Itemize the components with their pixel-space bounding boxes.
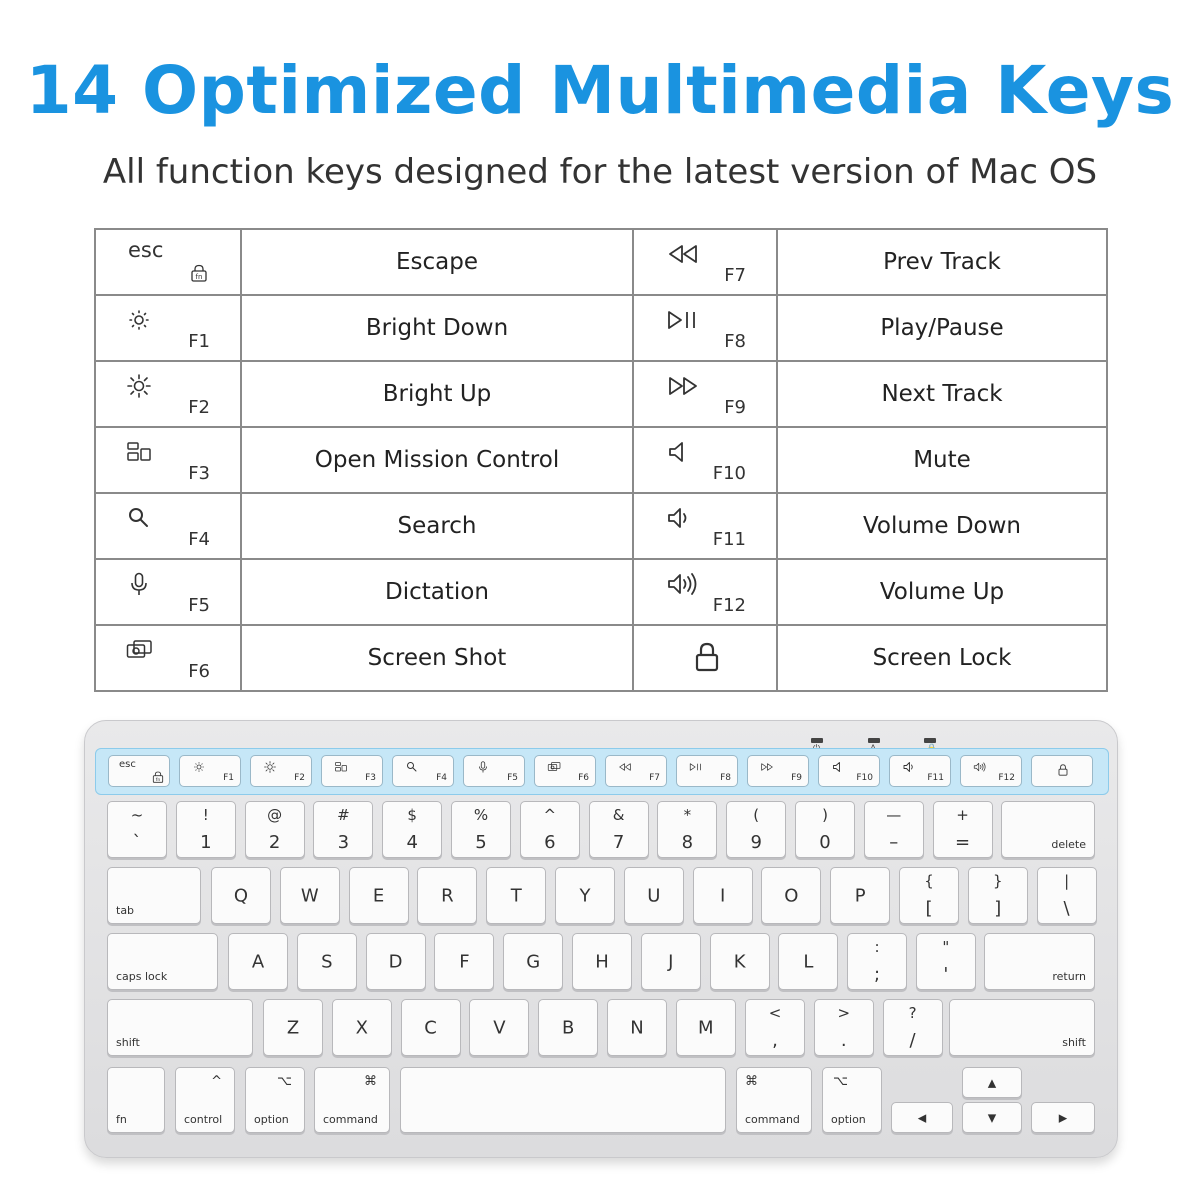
key-label: F8 xyxy=(724,331,746,352)
play-pause-icon xyxy=(666,308,700,332)
key-cell xyxy=(95,295,241,361)
key-=[interactable] xyxy=(933,801,993,858)
key-cell xyxy=(95,361,241,427)
page-title: 14 Optimized Multimedia Keys xyxy=(25,52,1175,129)
keyboard xyxy=(84,720,1118,1158)
key-char: R xyxy=(441,885,454,906)
key-i[interactable] xyxy=(693,867,753,924)
key-description: Screen Shot xyxy=(241,625,633,691)
key-2[interactable] xyxy=(245,801,305,858)
key-b[interactable] xyxy=(538,999,598,1056)
indicator-light xyxy=(924,738,936,743)
key-char: . xyxy=(840,1030,847,1051)
key-cell xyxy=(633,427,777,493)
key-cell xyxy=(95,625,241,691)
key-description: Search xyxy=(241,493,633,559)
key-bracket[interactable] xyxy=(968,867,1028,924)
key-label: shift xyxy=(1062,1036,1086,1049)
key-char: O xyxy=(784,885,799,906)
key-shift-char: ^ xyxy=(543,806,557,824)
key-description: Screen Lock xyxy=(777,625,1107,691)
key-char: W xyxy=(300,885,319,906)
key-label: caps lock xyxy=(116,970,168,983)
key-7[interactable] xyxy=(589,801,649,858)
key-label: command xyxy=(323,1113,378,1126)
fn-key[interactable] xyxy=(108,755,170,787)
key-cell xyxy=(633,361,777,427)
key-char: ] xyxy=(994,898,1002,919)
key-char: 2 xyxy=(268,832,281,853)
key-label: F4 xyxy=(188,529,210,550)
key-punct[interactable] xyxy=(883,999,943,1056)
key-4[interactable] xyxy=(382,801,442,858)
left-shift-key[interactable] xyxy=(107,999,253,1056)
right-command-key[interactable] xyxy=(736,1067,812,1133)
key-label: F9 xyxy=(791,773,802,783)
key-char: [ xyxy=(925,898,933,919)
key-description: Next Track xyxy=(777,361,1107,427)
key-char: H xyxy=(595,951,609,972)
key-shift-char: + xyxy=(956,806,969,824)
key-label: F12 xyxy=(712,595,746,616)
key-shift-char: ? xyxy=(908,1004,917,1022)
key-description: Play/Pause xyxy=(777,295,1107,361)
microphone-icon xyxy=(126,572,152,596)
space-bar[interactable] xyxy=(400,1067,726,1133)
esc-key-label: esc xyxy=(128,238,164,262)
mission-control-icon xyxy=(334,761,348,773)
key-shift-char: ) xyxy=(822,806,828,824)
key-char: 5 xyxy=(475,832,487,853)
key-punct[interactable] xyxy=(745,999,805,1056)
key-9[interactable] xyxy=(726,801,786,858)
fn-key[interactable] xyxy=(179,755,241,787)
key-label: delete xyxy=(1051,838,1086,851)
key-5[interactable] xyxy=(451,801,511,858)
key-char: ' xyxy=(943,964,949,985)
table-row xyxy=(95,295,1107,361)
key-label: option xyxy=(831,1113,866,1126)
key-shift-char: < xyxy=(768,1004,782,1022)
down-arrow-icon: ▼ xyxy=(987,1111,997,1124)
key-cell xyxy=(95,229,241,295)
fn-lock-icon xyxy=(152,771,164,783)
right-shift-key[interactable] xyxy=(949,999,1095,1056)
key-char: A xyxy=(251,951,265,972)
key-k[interactable] xyxy=(710,933,770,990)
volume-down-icon xyxy=(902,761,916,773)
delete-key[interactable] xyxy=(1001,801,1095,858)
key-w[interactable] xyxy=(280,867,340,924)
key-description: Prev Track xyxy=(777,229,1107,295)
key-label: F3 xyxy=(365,773,376,783)
key-label: F11 xyxy=(927,773,944,783)
key-shift-char: ~ xyxy=(130,806,144,824)
key-description: Dictation xyxy=(241,559,633,625)
key-description: Bright Down xyxy=(241,295,633,361)
key-1[interactable] xyxy=(176,801,236,858)
svg-text:fn: fn xyxy=(195,273,203,281)
key-char: J xyxy=(668,951,674,972)
table-row xyxy=(95,229,1107,295)
key-char: 1 xyxy=(200,832,212,853)
key-char: ` xyxy=(132,832,142,853)
rewind-icon xyxy=(618,761,632,773)
key-char: 9 xyxy=(750,832,762,853)
control-symbol: ^ xyxy=(211,1074,222,1089)
key-label: F3 xyxy=(188,463,210,484)
rewind-icon xyxy=(666,242,700,266)
key-6[interactable] xyxy=(520,801,580,858)
esc-key-label: esc xyxy=(119,759,136,770)
key-label: control xyxy=(184,1113,223,1126)
key-description: Open Mission Control xyxy=(241,427,633,493)
key-j[interactable] xyxy=(641,933,701,990)
key-n[interactable] xyxy=(607,999,667,1056)
key-char: L xyxy=(803,951,814,972)
key-label: F2 xyxy=(188,397,210,418)
key-m[interactable] xyxy=(676,999,736,1056)
key-description: Bright Up xyxy=(241,361,633,427)
key-label: return xyxy=(1052,970,1086,983)
key-z[interactable] xyxy=(263,999,323,1056)
key-shift-char: * xyxy=(683,806,692,824)
mute-icon xyxy=(831,761,845,773)
table-row xyxy=(95,493,1107,559)
key-punct[interactable] xyxy=(916,933,976,990)
down-arrow-key[interactable] xyxy=(962,1102,1022,1133)
key-label: tab xyxy=(116,904,135,917)
key-label: F10 xyxy=(712,463,746,484)
key-label: F7 xyxy=(724,265,746,286)
key-p[interactable] xyxy=(830,867,890,924)
caps-lock-key[interactable] xyxy=(107,933,218,990)
key-shift-char: @ xyxy=(267,806,283,824)
key-shift-char: $ xyxy=(407,806,417,824)
key-description: Volume Up xyxy=(777,559,1107,625)
function-key-row xyxy=(95,748,1109,795)
search-icon xyxy=(126,506,152,530)
right-arrow-key[interactable] xyxy=(1031,1102,1095,1133)
right-option-key[interactable] xyxy=(822,1067,882,1133)
key-description: Escape xyxy=(241,229,633,295)
page-subtitle: All function keys designed for the latest version of Mac OS xyxy=(102,152,1098,192)
key-char: \ xyxy=(1063,898,1070,919)
key-s[interactable] xyxy=(297,933,357,990)
key-char: / xyxy=(909,1030,916,1051)
fn-key[interactable] xyxy=(747,755,809,787)
key-shift-char: | xyxy=(1064,872,1070,890)
up-arrow-key[interactable] xyxy=(962,1067,1022,1098)
key-char: E xyxy=(372,885,385,906)
key-h[interactable] xyxy=(572,933,632,990)
key-label: F4 xyxy=(436,773,447,783)
key-label: F1 xyxy=(188,331,210,352)
option-key[interactable] xyxy=(245,1067,305,1133)
key-punct[interactable] xyxy=(814,999,874,1056)
play-pause-icon xyxy=(689,761,703,773)
key-char: S xyxy=(321,951,333,972)
key-shift-char: ! xyxy=(202,806,209,824)
key-o[interactable] xyxy=(761,867,821,924)
key-char: – xyxy=(889,832,899,853)
up-arrow-icon: ▲ xyxy=(987,1076,997,1089)
key-shift-char: " xyxy=(942,938,950,956)
key-description: Volume Down xyxy=(777,493,1107,559)
key-label: F6 xyxy=(188,661,210,682)
search-icon xyxy=(405,761,419,773)
key-label: F1 xyxy=(223,773,234,783)
key-char: K xyxy=(733,951,746,972)
fn-key[interactable] xyxy=(250,755,312,787)
option-symbol: ⌥ xyxy=(833,1074,848,1089)
function-key-table xyxy=(94,228,1108,692)
right-arrow-icon: ▶ xyxy=(1058,1111,1068,1124)
command-key[interactable] xyxy=(314,1067,390,1133)
key-`[interactable] xyxy=(107,801,167,858)
key-label: F9 xyxy=(724,397,746,418)
key-char: 4 xyxy=(406,832,418,853)
key-shift-char: } xyxy=(993,872,1003,890)
fast-forward-icon xyxy=(666,374,700,398)
key-a[interactable] xyxy=(228,933,288,990)
key-3[interactable] xyxy=(313,801,373,858)
key-char: D xyxy=(388,951,403,972)
key-char: P xyxy=(854,885,866,906)
fn-key[interactable] xyxy=(463,755,525,787)
table-row xyxy=(95,361,1107,427)
key-char: V xyxy=(493,1017,506,1038)
key-char: C xyxy=(424,1017,437,1038)
brightness-up-icon xyxy=(126,374,152,398)
microphone-icon xyxy=(476,761,490,773)
key-char: M xyxy=(698,1017,714,1038)
key-label: fn xyxy=(116,1113,127,1126)
brightness-down-icon xyxy=(126,308,152,332)
key-char: F xyxy=(459,951,470,972)
fn-key[interactable] xyxy=(534,755,596,787)
key-label: F12 xyxy=(998,773,1015,783)
fn-key[interactable] xyxy=(392,755,454,787)
key-char: , xyxy=(772,1030,778,1051)
lock-icon xyxy=(1056,764,1068,778)
key-bracket[interactable] xyxy=(899,867,959,924)
brightness-up-icon xyxy=(263,761,277,773)
tab-key[interactable] xyxy=(107,867,201,924)
key-q[interactable] xyxy=(211,867,271,924)
key-description: Mute xyxy=(777,427,1107,493)
left-arrow-key[interactable] xyxy=(891,1102,953,1133)
key-cell xyxy=(633,493,777,559)
key-cell xyxy=(633,295,777,361)
key-label: F2 xyxy=(294,773,305,783)
key-cell xyxy=(95,493,241,559)
key-char: Q xyxy=(233,885,249,906)
screenshot-icon xyxy=(547,761,561,773)
key-label: F8 xyxy=(720,773,731,783)
indicator-light xyxy=(868,738,880,743)
key-label: F11 xyxy=(712,529,746,550)
key-u[interactable] xyxy=(624,867,684,924)
key-punct[interactable] xyxy=(847,933,907,990)
key-shift-char: > xyxy=(837,1004,851,1022)
key-v[interactable] xyxy=(469,999,529,1056)
volume-up-icon xyxy=(973,761,987,773)
key-char: 7 xyxy=(612,832,625,853)
key-char: 3 xyxy=(337,832,350,853)
key-char: = xyxy=(955,832,971,853)
key-char: I xyxy=(719,885,726,906)
fn-key[interactable] xyxy=(1031,755,1093,787)
key-char: G xyxy=(526,951,541,972)
indicator-light xyxy=(811,738,823,743)
key-char: U xyxy=(647,885,661,906)
fn-key[interactable] xyxy=(818,755,880,787)
table-row xyxy=(95,427,1107,493)
volume-up-icon xyxy=(666,572,700,596)
fn-lock-icon xyxy=(190,264,208,282)
key-e[interactable] xyxy=(349,867,409,924)
key-label: F5 xyxy=(188,595,210,616)
key-y[interactable] xyxy=(555,867,615,924)
key-shift-char: { xyxy=(924,872,934,890)
table-row xyxy=(95,625,1107,691)
key-label: command xyxy=(745,1113,800,1126)
mission-control-icon xyxy=(126,440,152,464)
key-char: Z xyxy=(286,1017,300,1038)
key-cell xyxy=(633,559,777,625)
key-label: F5 xyxy=(507,773,518,783)
brightness-down-icon xyxy=(192,761,206,773)
mute-icon xyxy=(666,440,692,464)
key-–[interactable] xyxy=(864,801,924,858)
control-key[interactable] xyxy=(175,1067,235,1133)
key-char: Y xyxy=(579,885,591,906)
key-label: F10 xyxy=(856,773,873,783)
key-char: B xyxy=(562,1017,575,1038)
key-char: N xyxy=(630,1017,644,1038)
key-label: F7 xyxy=(649,773,660,783)
fn-key[interactable] xyxy=(107,1067,165,1133)
key-char: T xyxy=(510,885,522,906)
key-cell xyxy=(633,229,777,295)
key-t[interactable] xyxy=(486,867,546,924)
key-shift-char: % xyxy=(473,806,489,824)
key-x[interactable] xyxy=(332,999,392,1056)
fn-key[interactable] xyxy=(321,755,383,787)
key-8[interactable] xyxy=(657,801,717,858)
command-symbol: ⌘ xyxy=(745,1074,758,1089)
key-d[interactable] xyxy=(366,933,426,990)
table-row xyxy=(95,559,1107,625)
key-label: option xyxy=(254,1113,289,1126)
key-char: 6 xyxy=(544,832,556,853)
return-key[interactable] xyxy=(984,933,1095,990)
key-label: F6 xyxy=(578,773,589,783)
key-bracket[interactable] xyxy=(1037,867,1097,924)
fn-key[interactable] xyxy=(960,755,1022,787)
key-shift-char: : xyxy=(874,938,880,956)
fast-forward-icon xyxy=(760,761,774,773)
fn-key[interactable] xyxy=(889,755,951,787)
option-symbol: ⌥ xyxy=(277,1074,292,1089)
lock-icon xyxy=(694,642,720,672)
key-0[interactable] xyxy=(795,801,855,858)
key-shift-char: ( xyxy=(753,806,760,824)
left-arrow-icon: ◀ xyxy=(917,1111,927,1124)
key-r[interactable] xyxy=(417,867,477,924)
key-cell xyxy=(95,559,241,625)
key-shift-char: # xyxy=(337,806,350,824)
svg-text:fn: fn xyxy=(155,778,161,783)
key-c[interactable] xyxy=(401,999,461,1056)
key-char: 0 xyxy=(819,832,831,853)
fn-key[interactable] xyxy=(676,755,738,787)
key-cell xyxy=(633,625,777,691)
volume-down-icon xyxy=(666,506,692,530)
key-shift-char: — xyxy=(886,806,902,824)
command-symbol: ⌘ xyxy=(364,1074,377,1089)
key-cell xyxy=(95,427,241,493)
key-l[interactable] xyxy=(778,933,838,990)
key-label: shift xyxy=(116,1036,140,1049)
key-shift-char: & xyxy=(612,806,625,824)
key-char: 8 xyxy=(681,832,694,853)
key-g[interactable] xyxy=(503,933,563,990)
fn-key[interactable] xyxy=(605,755,667,787)
screenshot-icon xyxy=(126,638,152,662)
key-f[interactable] xyxy=(434,933,494,990)
key-char: ; xyxy=(873,964,881,985)
key-char: X xyxy=(355,1017,368,1038)
